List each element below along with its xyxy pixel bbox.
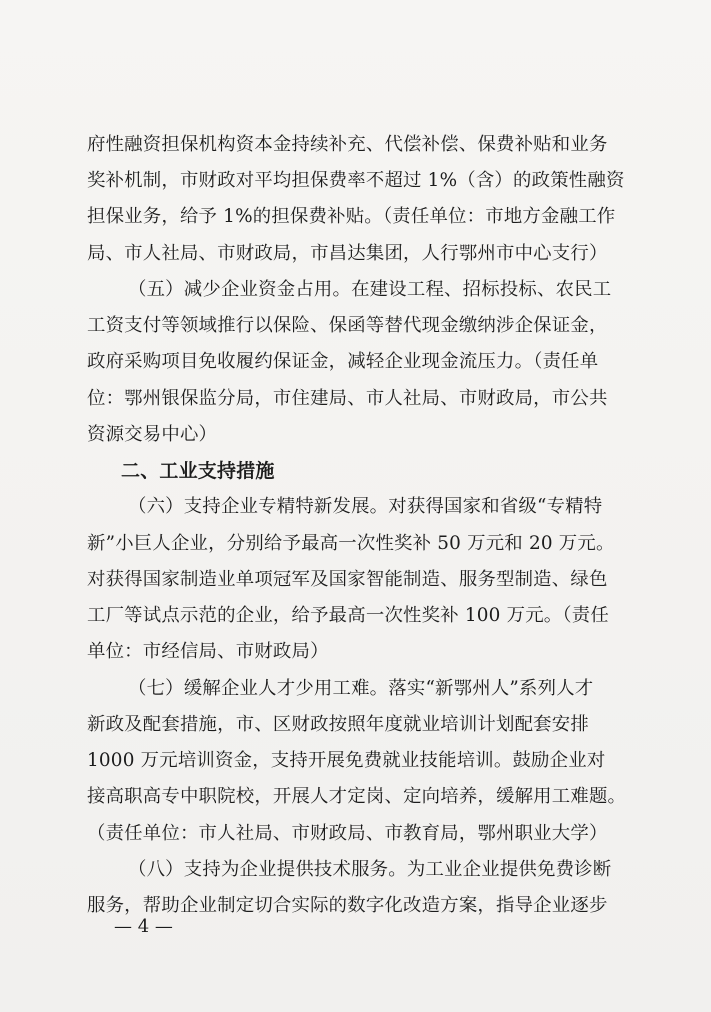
- text-line: 服务，帮助企业制定切合实际的数字化改造方案，指导企业逐步: [87, 895, 608, 916]
- text-line: （责任单位：市人社局、市财政局、市教育局，鄂州职业大学）: [87, 823, 608, 844]
- text-line: 新”小巨人企业，分别给予最高一次性奖补 50 万元和 20 万元。: [87, 533, 615, 554]
- paragraph-six-start: （六）支持企业专精特新发展。对获得国家和省级“专精特: [128, 496, 603, 517]
- text-line: 府性融资担保机构资本金持续补充、代偿补偿、保费补贴和业务: [87, 134, 608, 155]
- page-number: — 4 —: [114, 916, 173, 937]
- paragraph-five-start: （五）减少企业资金占用。在建设工程、招标投标、农民工: [128, 279, 612, 300]
- text-line: 接高职高专中职院校，开展人才定岗、定向培养，缓解用工难题。: [87, 786, 627, 807]
- paragraph-eight-start: （八）支持为企业提供技术服务。为工业企业提供免费诊断: [128, 859, 612, 880]
- text-line: 工资支付等领域推行以保险、保函等替代现金缴纳涉企保证金，: [87, 315, 608, 336]
- text-line: 位：鄂州银保监分局，市住建局、市人社局、市财政局，市公共: [87, 388, 608, 409]
- paragraph-seven-start: （七）缓解企业人才少用工难。落实“新鄂州人”系列人才: [128, 678, 594, 699]
- text-line: 政府采购项目免收履约保证金，减轻企业现金流压力。（责任单: [87, 351, 599, 372]
- text-line: 单位：市经信局、市财政局）: [87, 641, 329, 662]
- text-line: 资源交易中心）: [87, 424, 218, 445]
- text-line: 担保业务，给予 1%的担保费补贴。（责任单位：市地方金融工作: [87, 206, 616, 227]
- text-line: 工厂等试点示范的企业，给予最高一次性奖补 100 万元。（责任: [87, 605, 609, 626]
- text-line: 局、市人社局、市财政局，市昌达集团，人行鄂州市中心支行）: [87, 243, 608, 264]
- text-line: 对获得国家制造业单项冠军及国家智能制造、服务型制造、绿色: [87, 569, 608, 590]
- text-line: 新政及配套措施，市、区财政按照年度就业培训计划配套安排: [87, 714, 589, 735]
- section-heading: 二、工业支持措施: [121, 460, 275, 482]
- text-line: 1000 万元培训资金，支持开展免费就业技能培训。鼓励企业对: [87, 750, 606, 771]
- text-line: 奖补机制，市财政对平均担保费率不超过 1%（含）的政策性融资: [87, 170, 625, 191]
